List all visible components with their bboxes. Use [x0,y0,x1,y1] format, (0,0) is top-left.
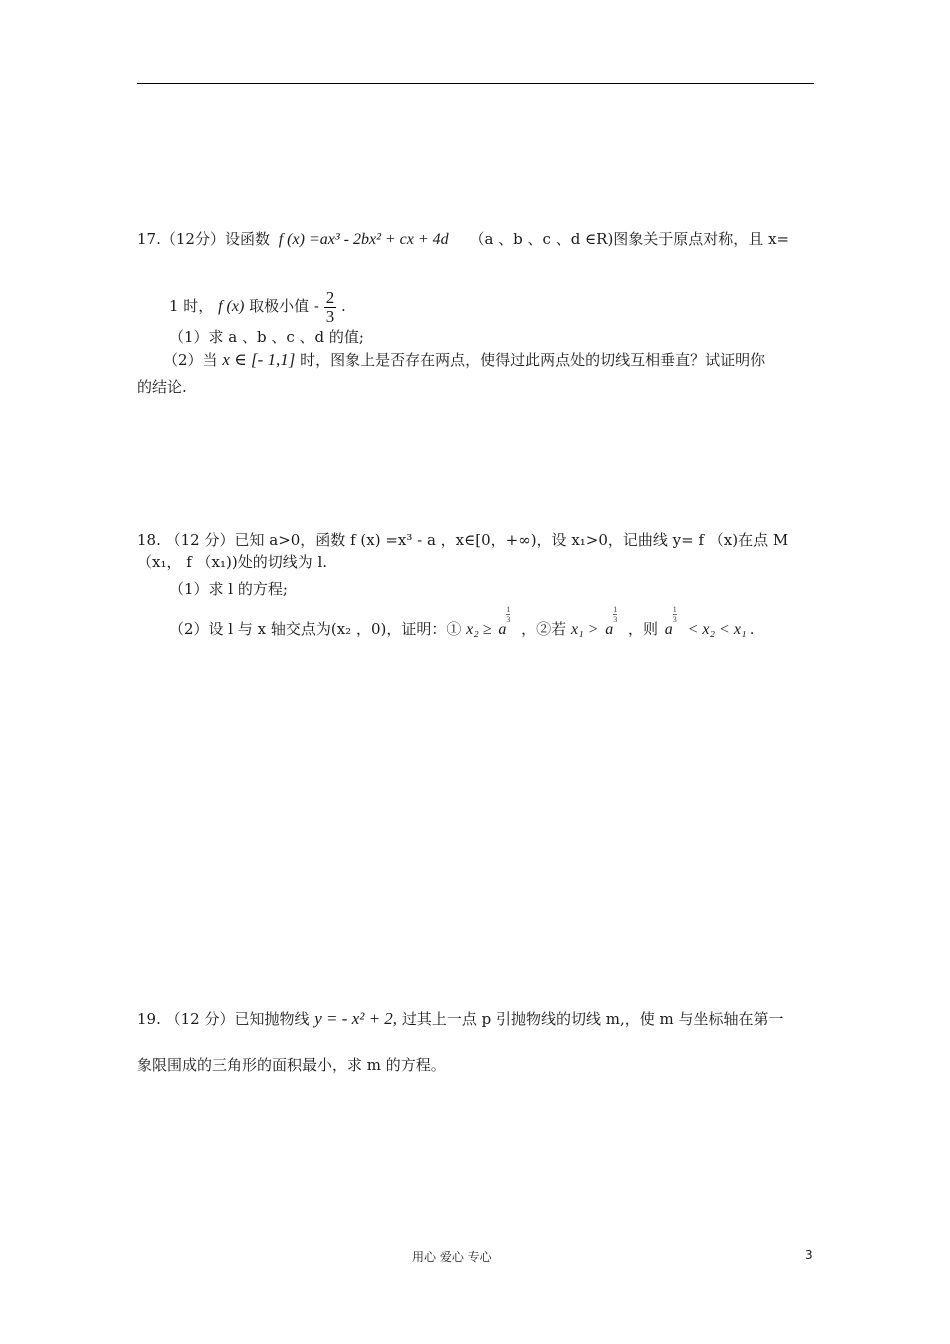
q17-frac-num: 2 [325,287,335,307]
q18-part2-d: x₁ > [570,621,599,638]
q18-part2-b: x₂ ≥ [466,621,492,638]
q18-exp-3-den: 3 [672,615,677,624]
q18-part2-f: < x₂ < x₁ . [687,621,755,638]
page-number: 3 [805,1248,813,1262]
q17-part2-post: 时，图象上是否存在两点，使得过此两点处的切线互相垂直？试证明你 [300,351,766,369]
q17-formula: f (x) =ax³ - 2bx² + cx + 4d [278,231,449,248]
q18-power-1 [498,605,511,641]
q18-part1: （1）求 l 的方程; [169,580,288,598]
q18-power-2 [605,605,618,641]
q18-line1: 18. （12 分）已知 a>0，函数 f (x) =x³ - a ，x∈[0，+∞)，设 x₁>0，记曲线 y= f （x)在点 M [137,531,789,549]
q18-power-3 [664,605,677,641]
q18-line2: （x₁， f （x₁))处的切线为 l. [137,553,328,571]
q17-lead: 17.（12分）设函数 [137,230,270,248]
q17-line2-mid: 取极小值 - [249,297,319,315]
q18-power-2-exp [613,605,617,624]
q17-part2-pre: （2）当 [163,351,218,369]
q17-fx: f (x) [218,298,245,315]
q17-line2-end: . [340,297,346,315]
q18-exp-3-num: 1 [672,605,677,614]
q17-line2 [169,286,346,327]
q18-power-3-base: a [664,621,673,638]
q19-line1-pre: 19. （12 分）已知抛物线 [137,1010,310,1028]
q18-part2-e: ，则 [628,620,659,638]
q18-exp-1-num: 1 [506,605,511,614]
q18-power-1-exp [506,605,510,624]
q18-part2-a: （2）设 l 与 x 轴交点为(x₂ ，0)，证明：① [169,620,462,638]
q19-line1-math: y = - x² + 2, [314,1009,398,1028]
q18-exp-1-den: 3 [506,615,511,624]
q19-line1-post: 过其上一点 p 引抛物线的切线 m,，使 m 与坐标轴在第一 [401,1010,784,1028]
q17-part1: （1）求 a 、b 、c 、d 的值; [169,328,364,346]
q17-line2-pre: 1 时， [169,297,214,315]
q18-power-3-exp [673,605,677,624]
q18-part2 [169,605,755,641]
q18-part2-c: ，②若 [521,620,567,638]
q19-line1 [137,1008,784,1030]
q17-part2-math: x ∈ [- 1,1] [222,350,296,369]
q17-frac-den: 3 [325,306,335,326]
q17-line1 [137,228,789,251]
q19-line2: 象限围成的三角形的面积最小，求 m 的方程。 [137,1056,446,1074]
q17-fraction [324,289,337,326]
q18-power-1-base: a [498,621,507,638]
footer-slogan: 用心 爱心 专心 [412,1250,492,1264]
q17-part2 [163,349,765,371]
q18-exp-2-num: 1 [613,605,618,614]
q17-condition: （a 、b 、c 、d ∈R)图象关于原点对称，且 x= [469,230,790,248]
q17-part2-cont: 的结论. [137,378,187,396]
header-rule [137,83,814,84]
q18-power-2-base: a [605,621,614,638]
q18-exp-2-den: 3 [613,615,618,624]
